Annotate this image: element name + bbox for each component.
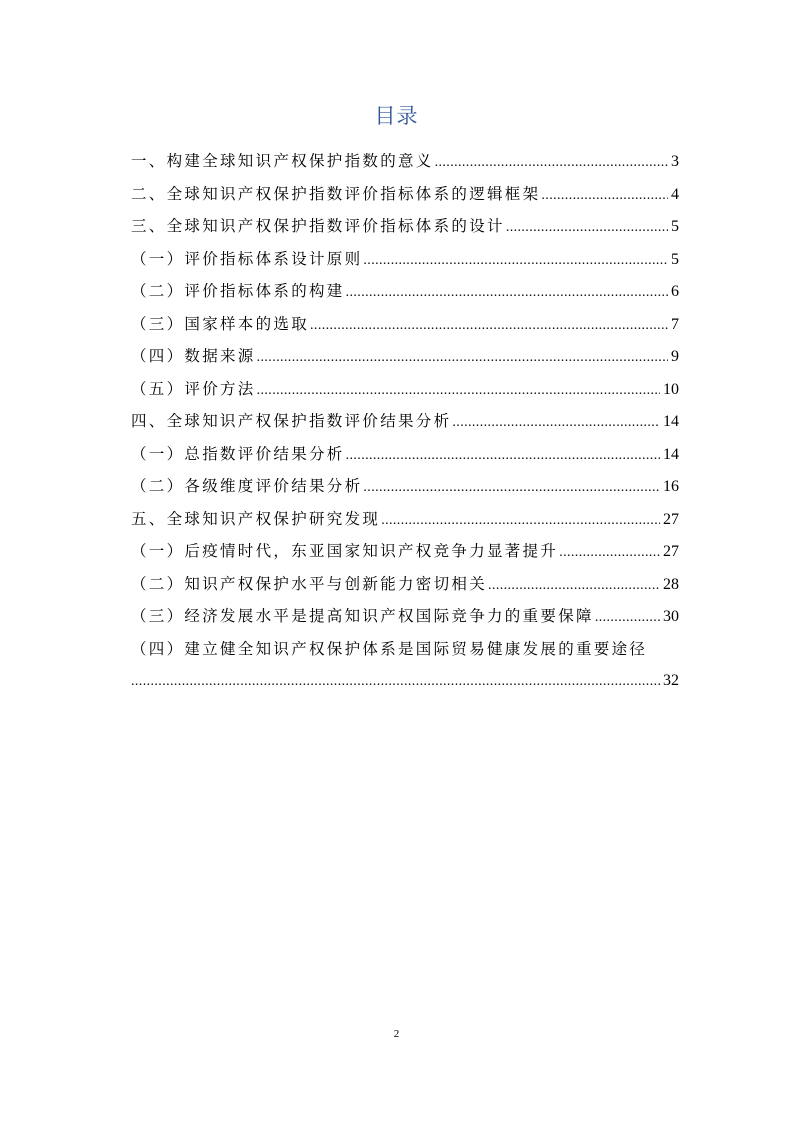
toc-entry-continuation <box>131 665 679 698</box>
toc-entry-text: （一）总指数评价结果分析 <box>131 444 345 463</box>
toc-entry-text: 四、全球知识产权保护指数评价结果分析 <box>131 412 452 430</box>
toc-entry-text: （五）评价方法 <box>131 379 256 398</box>
toc-entry-text: （二）知识产权保护水平与创新能力密切相关 <box>131 574 488 593</box>
toc-entry-page: 28 <box>663 575 679 593</box>
toc-entry[interactable] <box>131 503 679 536</box>
toc-dot-leader <box>257 375 660 408</box>
toc-entry[interactable] <box>131 210 679 243</box>
toc-dot-leader <box>346 440 660 473</box>
toc-entry-text: 五、全球知识产权保护研究发现 <box>131 509 381 528</box>
toc-entry[interactable] <box>131 243 679 276</box>
toc-dot-leader <box>131 666 660 699</box>
toc-dot-leader <box>435 147 668 180</box>
toc-dot-leader <box>488 570 660 603</box>
toc-entry-page: 9 <box>671 348 679 365</box>
toc-entry-page: 14 <box>663 445 679 463</box>
toc-entry[interactable] <box>131 145 679 178</box>
toc-entry-text: （三）经济发展水平是提高知识产权国际竞争力的重要保障 <box>131 607 594 625</box>
toc-entry[interactable] <box>131 568 679 601</box>
toc-entry-text: 三、全球知识产权保护指数评价指标体系的设计 <box>131 217 505 235</box>
table-of-contents <box>131 145 679 698</box>
toc-entry-text: （三）国家样本的选取 <box>131 314 310 333</box>
toc-dot-leader <box>257 342 668 375</box>
toc-entry-page: 6 <box>671 283 679 300</box>
toc-entry[interactable] <box>131 470 679 503</box>
toc-dot-leader <box>363 472 660 505</box>
toc-entry-page: 30 <box>663 608 679 625</box>
toc-entry-text: 二、全球知识产权保护指数评价指标体系的逻辑框架 <box>131 184 541 203</box>
toc-entry[interactable] <box>131 340 679 373</box>
toc-entry-text: （一）评价指标体系设计原则 <box>131 249 363 268</box>
toc-entry-text: （二）评价指标体系的构建 <box>131 282 345 300</box>
toc-dot-leader <box>452 407 660 440</box>
page-number: 2 <box>393 1028 400 1040</box>
toc-entry-text: （一）后疫情时代，东亚国家知识产权竞争力显著提升 <box>131 542 559 560</box>
toc-entry-text: （二）各级维度评价结果分析 <box>131 477 363 495</box>
toc-entry[interactable] <box>131 308 679 341</box>
toc-entry[interactable] <box>131 275 679 308</box>
toc-entry-page: 27 <box>663 543 679 560</box>
toc-entry-page: 16 <box>663 478 679 495</box>
toc-dot-leader <box>381 505 660 538</box>
toc-dot-leader <box>346 277 668 310</box>
toc-entry-page: 3 <box>671 153 679 170</box>
toc-entry-page: 14 <box>663 413 679 430</box>
toc-entry[interactable] <box>131 405 679 438</box>
toc-entry-text: （四）建立健全知识产权保护体系是国际贸易健康发展的重要途径 <box>131 639 648 658</box>
toc-entry-page: 32 <box>663 672 679 689</box>
toc-entry-text: （四）数据来源 <box>131 347 256 365</box>
toc-dot-leader <box>559 537 660 570</box>
toc-entry-page: 7 <box>671 315 679 333</box>
toc-dot-leader <box>506 212 668 245</box>
toc-entry-page: 10 <box>663 380 679 398</box>
toc-entry[interactable] <box>131 438 679 471</box>
toc-dot-leader <box>541 180 668 213</box>
toc-entry-page: 27 <box>663 510 679 528</box>
toc-entry[interactable] <box>131 633 679 698</box>
toc-dot-leader <box>595 602 660 635</box>
toc-entry-text: 一、构建全球知识产权保护指数的意义 <box>131 152 434 170</box>
toc-entry[interactable] <box>131 535 679 568</box>
toc-entry-page: 4 <box>671 185 679 203</box>
toc-dot-leader <box>310 310 668 343</box>
toc-entry-page: 5 <box>671 250 679 268</box>
toc-entry[interactable] <box>131 373 679 406</box>
toc-title: 目录 <box>374 104 419 128</box>
toc-entry-page: 5 <box>671 218 679 235</box>
toc-entry[interactable] <box>131 178 679 211</box>
toc-dot-leader <box>363 245 668 278</box>
toc-entry[interactable] <box>131 600 679 633</box>
